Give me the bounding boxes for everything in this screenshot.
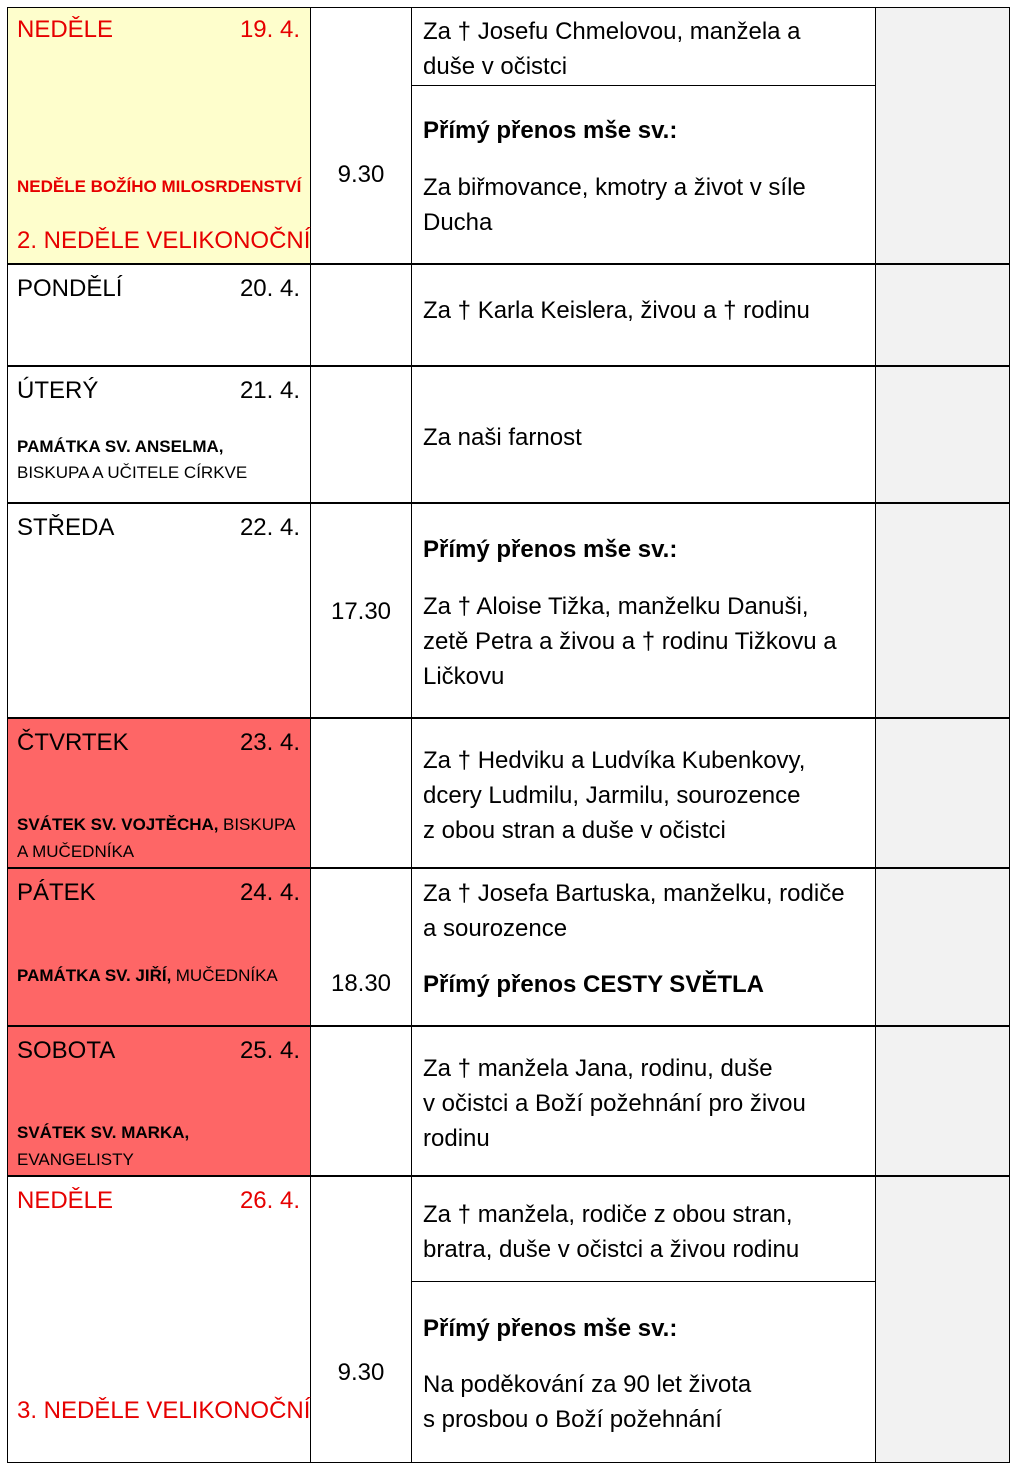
mass-intention-line: v očistci a Boží požehnání pro živou [423, 1090, 806, 1117]
feast-subtitle: BISKUPA [223, 815, 296, 834]
mass-intention-line: rodinu [423, 1125, 490, 1152]
day-date: 24. 4. [239, 879, 300, 906]
mass-intention-line: zetě Petra a živou a † rodinu Tižkovu a [423, 628, 837, 655]
mass-intention-line: s prosbou o Boží požehnání [423, 1406, 722, 1433]
day-date: 19. 4. [239, 16, 300, 43]
feast-title: SVÁTEK SV. MARKA, [17, 1123, 190, 1142]
feast-subtitle: A MUČEDNÍKA [17, 842, 135, 861]
day-name: SOBOTA [17, 1037, 116, 1064]
broadcast-heading: Přímý přenos mše sv.: [423, 536, 678, 563]
mass-intention-line: Za † manžela Jana, rodinu, duše [423, 1055, 773, 1082]
mass-intention-line: Za † Aloise Tižka, manželku Danuši, [423, 593, 809, 620]
day-date: 22. 4. [239, 514, 300, 541]
feast-subtitle: MUČEDNÍKA [175, 966, 278, 985]
table-border-right [1009, 7, 1010, 1463]
mass-intention-line: a sourozence [423, 915, 568, 942]
row-divider [7, 365, 1010, 367]
feast-title-secondary: 3. NEDĚLE VELIKONOČNÍ [17, 1397, 311, 1424]
column-divider-2 [411, 7, 412, 1463]
day-name: PONDĚLÍ [17, 275, 123, 302]
broadcast-heading: Přímý přenos mše sv.: [423, 1315, 678, 1342]
mass-intention-line: Za biřmovance, kmotry a život v síle [423, 174, 806, 201]
sub-row-divider [411, 1281, 876, 1282]
table-border-left [7, 7, 8, 1463]
row-divider [7, 1175, 1010, 1177]
feast-title-secondary: 2. NEDĚLE VELIKONOČNÍ [17, 227, 311, 254]
broadcast-heading: Přímý přenos CESTY SVĚTLA [423, 971, 764, 998]
table-border-top [7, 7, 1010, 8]
mass-intention-line: Ličkovu [423, 663, 505, 690]
feast-title: PAMÁTKA SV. JIŘÍ, [17, 966, 172, 985]
mass-time: 17.30 [330, 598, 392, 625]
day-name: NEDĚLE [17, 16, 114, 43]
row-divider [7, 502, 1010, 504]
feast-title-line [17, 815, 295, 835]
notes-column-bg [876, 8, 1009, 1462]
mass-intention-line: z obou stran a duše v očistci [423, 817, 726, 844]
sub-row-divider [411, 85, 876, 86]
day-date: 21. 4. [239, 377, 300, 404]
mass-intention-line: Za † manžela, rodiče z obou stran, [423, 1201, 793, 1228]
mass-intention-line: dcery Ludmilu, Jarmilu, sourozence [423, 782, 801, 809]
mass-intention-line: Ducha [423, 209, 493, 236]
day-date: 23. 4. [239, 729, 300, 756]
mass-intention-line: Za † Josefa Bartuska, manželku, rodiče [423, 880, 845, 907]
feast-title: PAMÁTKA SV. ANSELMA, [17, 437, 224, 456]
column-divider-3 [875, 7, 876, 1463]
feast-subtitle: BISKUPA A UČITELE CÍRKVE [17, 463, 248, 482]
day-name: ČTVRTEK [17, 729, 129, 756]
mass-intention-line: Za † Hedviku a Ludvíka Kubenkovy, [423, 747, 806, 774]
day-date: 20. 4. [239, 275, 300, 302]
mass-time: 9.30 [337, 1359, 385, 1386]
day-name: NEDĚLE [17, 1187, 114, 1214]
mass-intention-line: Za † Karla Keislera, živou a † rodinu [423, 297, 810, 324]
row-divider [7, 263, 1010, 265]
feast-subtitle: EVANGELISTY [17, 1150, 134, 1169]
day-date: 25. 4. [239, 1037, 300, 1064]
feast-title-line [17, 966, 278, 986]
day-date: 26. 4. [239, 1187, 300, 1214]
feast-title: NEDĚLE BOŽÍHO MILOSRDENSTVÍ [17, 177, 302, 196]
table-border-bottom [7, 1462, 1010, 1463]
mass-intention-line: duše v očistci [423, 53, 568, 80]
mass-intention-line: bratra, duše v očistci a živou rodinu [423, 1236, 800, 1263]
mass-intention-line: Za naši farnost [423, 424, 582, 451]
mass-intention-line: Na poděkování za 90 let života [423, 1371, 752, 1398]
mass-intention-line: Za † Josefu Chmelovou, manžela a [423, 18, 801, 45]
row-divider [7, 1025, 1010, 1027]
mass-time: 18.30 [330, 970, 392, 997]
broadcast-heading: Přímý přenos mše sv.: [423, 117, 678, 144]
mass-time: 9.30 [337, 161, 385, 188]
day-name: STŘEDA [17, 514, 115, 541]
feast-title: SVÁTEK SV. VOJTĚCHA, [17, 815, 219, 834]
row-divider [7, 867, 1010, 869]
day-name: PÁTEK [17, 879, 96, 906]
column-divider-1 [310, 7, 311, 1463]
sunday-1-day-cell-bg [8, 8, 311, 264]
row-divider [7, 717, 1010, 719]
day-name: ÚTERÝ [17, 377, 99, 404]
